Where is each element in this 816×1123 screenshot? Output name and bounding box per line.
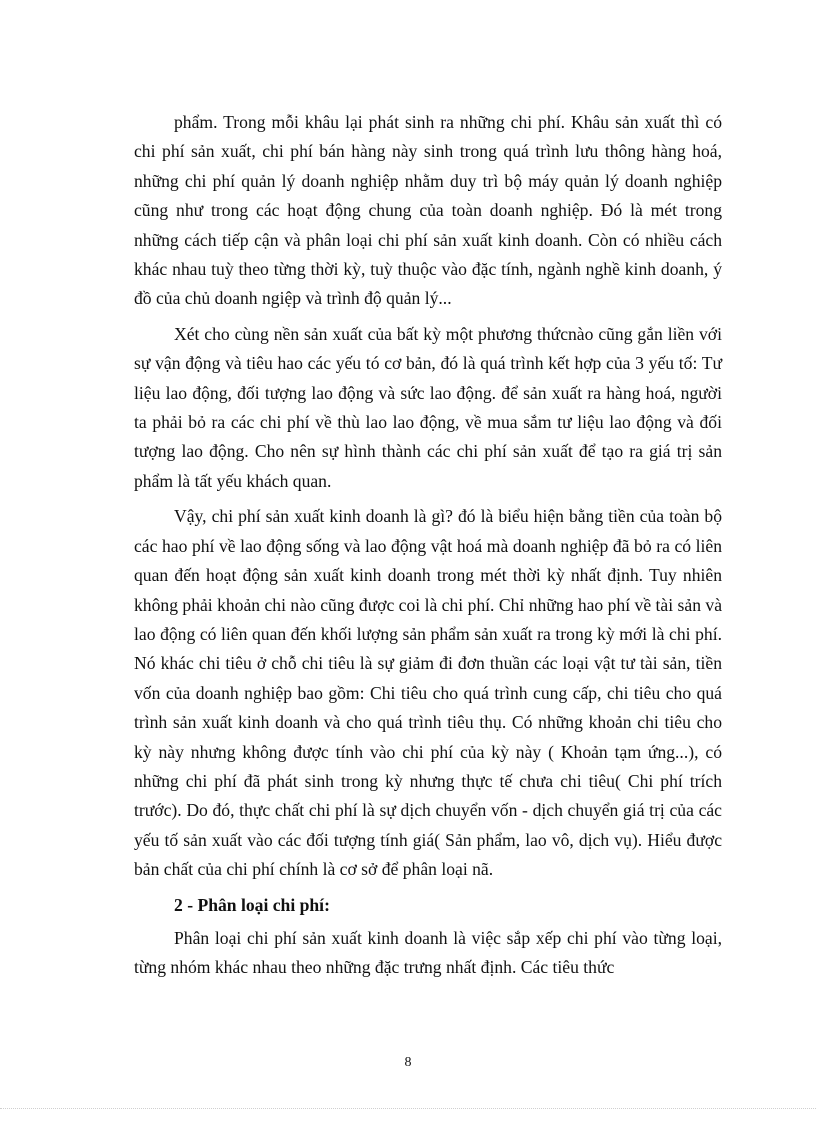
paragraph-2: Xét cho cùng nền sản xuất của bất kỳ một phương thứcnào cũng gắn liền với sự vận động và tiêu hao các yếu tó cơ bản, đó là quá trình kết hợp của 3 yếu tố: Tư liệu lao động, đối tượng lao động và sức lao động. để sản xuất ra hàng hoá, người ta phải bỏ ra các chi phí về thù lao lao động, về mua sắm tư liệu lao động và đối tượng lao động. Cho nên sự hình thành các chi phí sản xuất để tạo ra giá trị sản phẩm là tất yếu khách quan. [134, 323, 722, 491]
paragraph-4: Phân loại chi phí sản xuất kinh doanh là việc sắp xếp chi phí vào từng loại, từng nhóm khác nhau theo những đặc trưng nhất định. Các tiêu thức [134, 927, 722, 978]
page-number: 8 [404, 1055, 412, 1070]
paragraph-3: Vậy, chi phí sản xuất kinh doanh là gì? đó là biểu hiện bằng tiền của toàn bộ các hao phí về lao động sống và lao động vật hoá mà doanh nghiệp đã bỏ ra có liên quan đến hoạt động sản xuất kinh doanh trong mét thời kỳ nhất định. Tuy nhiên không phải khoản chi nào cũng được coi là chi phí. Chỉ những hao phí về tài sản và lao động có liên quan đến khối lượng sản phẩm sản xuất ra trong kỳ mới là chi phí. Nó khác chi tiêu ở chỗ chi tiêu là sự giảm đi đơn thuần các loại vật tư tài sản, tiền vốn của doanh nghiệp bao gồm: Chi tiêu cho quá trình cung cấp, chi tiêu cho quá trình sản xuất kinh doanh và cho quá trình tiêu thụ. Có những khoản chi tiêu cho kỳ này nhưng không được tính vào chi phí của kỳ này ( Khoản tạm ứng...), có những chi phí đã phát sinh trong kỳ nhưng thực tế chưa chi tiêu( Chi phí trích trước). Do đó, thực chất chi phí là sự dịch chuyển vốn - dịch chuyển giá trị của các yếu tố sản xuất vào các đối tượng tính giá( Sản phẩm, lao vô, dịch vụ). Hiểu được bản chất của chi phí chính là cơ sở để phân loại nã. [134, 506, 722, 880]
section-heading: 2 - Phân loại chi phí: [174, 894, 330, 915]
paragraph-1: phẩm. Trong mỗi khâu lại phát sinh ra những chi phí. Khâu sản xuất thì có chi phí sản xuất, chi phí bán hàng này sinh trong quá trình lưu thông hàng hoá, những chi phí quản lý doanh nghiệp nhằm duy trì bộ máy quản lý doanh nghiệp cũng như trong các hoạt động chung của toàn doanh nghiệp. Đó là mét trong những cách tiếp cận và phân loại chi phí sản xuất kinh doanh. Còn có nhiều cách khác nhau tuỳ theo từng thời kỳ, tuỳ thuộc vào đặc tính, ngành nghề kinh doanh, ý đồ của chủ doanh ngiệp và trình độ quản lý... [134, 112, 722, 309]
footer-divider [0, 1108, 816, 1109]
body-text [134, 108, 722, 989]
